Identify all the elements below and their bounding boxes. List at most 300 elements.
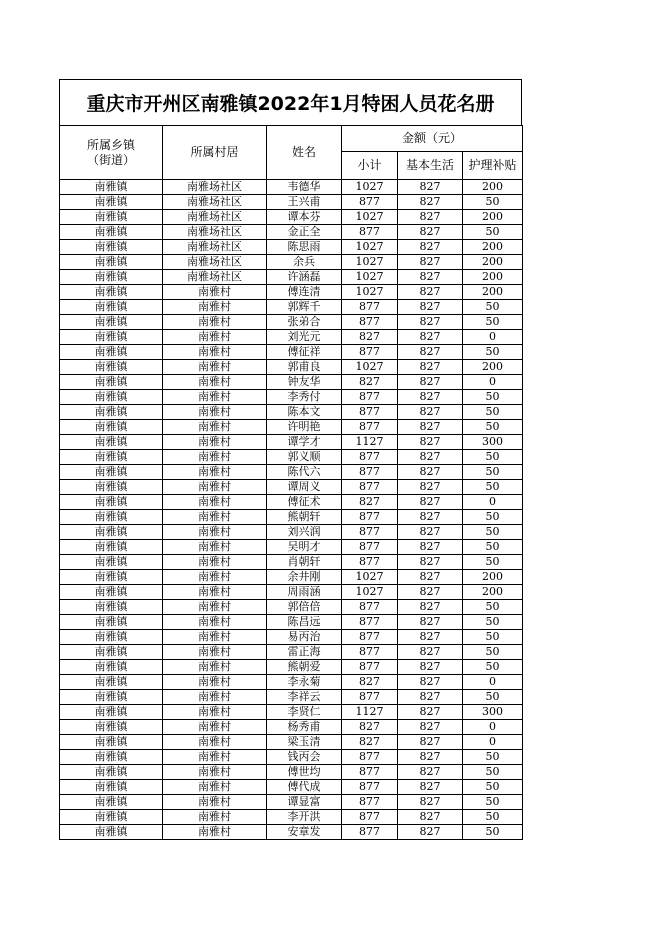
cell-village: 南雅村 (163, 390, 267, 405)
cell-name: 李永菊 (267, 675, 342, 690)
cell-basic: 827 (398, 195, 463, 210)
cell-township: 南雅镇 (60, 210, 163, 225)
cell-care: 50 (463, 405, 523, 420)
cell-care: 50 (463, 630, 523, 645)
table-row (60, 210, 523, 225)
cell-township: 南雅镇 (60, 255, 163, 270)
cell-care: 200 (463, 585, 523, 600)
cell-name: 易丙治 (267, 630, 342, 645)
cell-basic: 827 (398, 540, 463, 555)
cell-subtotal: 877 (342, 510, 398, 525)
cell-basic: 827 (398, 675, 463, 690)
cell-name: 刘光元 (267, 330, 342, 345)
cell-subtotal: 877 (342, 345, 398, 360)
cell-village: 南雅村 (163, 780, 267, 795)
table-row (60, 705, 523, 720)
table-row (60, 390, 523, 405)
cell-basic: 827 (398, 795, 463, 810)
cell-subtotal: 827 (342, 675, 398, 690)
table-row (60, 375, 523, 390)
table-row (60, 810, 523, 825)
cell-subtotal: 877 (342, 555, 398, 570)
table-row (60, 420, 523, 435)
table-row (60, 435, 523, 450)
cell-basic: 827 (398, 255, 463, 270)
cell-township: 南雅镇 (60, 450, 163, 465)
table-row (60, 450, 523, 465)
cell-township: 南雅镇 (60, 390, 163, 405)
cell-basic: 827 (398, 780, 463, 795)
cell-subtotal: 877 (342, 765, 398, 780)
cell-village: 南雅村 (163, 810, 267, 825)
cell-subtotal: 877 (342, 690, 398, 705)
cell-subtotal: 1027 (342, 255, 398, 270)
header-village: 所属村居 (163, 126, 267, 180)
cell-name: 许明艳 (267, 420, 342, 435)
cell-village: 南雅村 (163, 360, 267, 375)
table-row (60, 195, 523, 210)
cell-township: 南雅镇 (60, 240, 163, 255)
cell-name: 郭倍倍 (267, 600, 342, 615)
cell-care: 50 (463, 315, 523, 330)
cell-name: 李秀付 (267, 390, 342, 405)
cell-subtotal: 1127 (342, 705, 398, 720)
cell-subtotal: 1027 (342, 240, 398, 255)
table-row (60, 330, 523, 345)
cell-subtotal: 877 (342, 315, 398, 330)
cell-name: 王兴甫 (267, 195, 342, 210)
cell-name: 余兵 (267, 255, 342, 270)
cell-township: 南雅镇 (60, 270, 163, 285)
cell-subtotal: 827 (342, 720, 398, 735)
cell-care: 50 (463, 810, 523, 825)
table-row (60, 630, 523, 645)
cell-village: 南雅场社区 (163, 180, 267, 195)
cell-basic: 827 (398, 330, 463, 345)
table-row (60, 600, 523, 615)
cell-basic: 827 (398, 750, 463, 765)
cell-care: 50 (463, 465, 523, 480)
cell-subtotal: 877 (342, 615, 398, 630)
cell-basic: 827 (398, 495, 463, 510)
cell-care: 50 (463, 780, 523, 795)
cell-township: 南雅镇 (60, 765, 163, 780)
cell-township: 南雅镇 (60, 810, 163, 825)
table-row (60, 555, 523, 570)
cell-care: 50 (463, 645, 523, 660)
cell-township: 南雅镇 (60, 555, 163, 570)
table-row (60, 780, 523, 795)
cell-basic: 827 (398, 810, 463, 825)
cell-township: 南雅镇 (60, 480, 163, 495)
cell-basic: 827 (398, 690, 463, 705)
cell-basic: 827 (398, 660, 463, 675)
cell-basic: 827 (398, 240, 463, 255)
cell-basic: 827 (398, 600, 463, 615)
table-row (60, 750, 523, 765)
cell-township: 南雅镇 (60, 285, 163, 300)
table-row (60, 345, 523, 360)
cell-subtotal: 1027 (342, 360, 398, 375)
cell-care: 50 (463, 300, 523, 315)
cell-subtotal: 827 (342, 735, 398, 750)
cell-name: 陈昌远 (267, 615, 342, 630)
cell-subtotal: 877 (342, 300, 398, 315)
header-care: 护理补贴 (463, 152, 523, 180)
table-row (60, 225, 523, 240)
roster-table (59, 125, 523, 840)
cell-care: 50 (463, 450, 523, 465)
cell-name: 肖朝轩 (267, 555, 342, 570)
cell-name: 安章发 (267, 825, 342, 840)
cell-subtotal: 1027 (342, 570, 398, 585)
cell-township: 南雅镇 (60, 195, 163, 210)
cell-name: 周雨涵 (267, 585, 342, 600)
table-row (60, 510, 523, 525)
cell-care: 200 (463, 360, 523, 375)
cell-care: 50 (463, 225, 523, 240)
cell-basic: 827 (398, 735, 463, 750)
table-row (60, 585, 523, 600)
cell-name: 李祥云 (267, 690, 342, 705)
table-row (60, 315, 523, 330)
cell-village: 南雅村 (163, 570, 267, 585)
cell-name: 雷正海 (267, 645, 342, 660)
table-row (60, 720, 523, 735)
table-row (60, 405, 523, 420)
cell-basic: 827 (398, 360, 463, 375)
cell-care: 50 (463, 600, 523, 615)
cell-village: 南雅村 (163, 525, 267, 540)
cell-township: 南雅镇 (60, 735, 163, 750)
cell-subtotal: 877 (342, 390, 398, 405)
cell-township: 南雅镇 (60, 660, 163, 675)
cell-village: 南雅村 (163, 630, 267, 645)
cell-village: 南雅村 (163, 750, 267, 765)
cell-township: 南雅镇 (60, 435, 163, 450)
cell-township: 南雅镇 (60, 465, 163, 480)
cell-village: 南雅村 (163, 675, 267, 690)
cell-township: 南雅镇 (60, 780, 163, 795)
cell-village: 南雅村 (163, 300, 267, 315)
cell-township: 南雅镇 (60, 825, 163, 840)
table-row (60, 465, 523, 480)
table-row (60, 240, 523, 255)
cell-subtotal: 877 (342, 225, 398, 240)
cell-village: 南雅村 (163, 690, 267, 705)
cell-care: 0 (463, 375, 523, 390)
header-basic: 基本生活 (398, 152, 463, 180)
table-row (60, 615, 523, 630)
cell-basic: 827 (398, 315, 463, 330)
cell-village: 南雅村 (163, 420, 267, 435)
cell-village: 南雅场社区 (163, 195, 267, 210)
table-row (60, 660, 523, 675)
cell-basic: 827 (398, 555, 463, 570)
cell-care: 0 (463, 675, 523, 690)
cell-village: 南雅村 (163, 405, 267, 420)
cell-village: 南雅村 (163, 720, 267, 735)
cell-subtotal: 877 (342, 195, 398, 210)
cell-village: 南雅村 (163, 495, 267, 510)
cell-name: 谭周义 (267, 480, 342, 495)
cell-basic: 827 (398, 765, 463, 780)
cell-basic: 827 (398, 570, 463, 585)
cell-township: 南雅镇 (60, 750, 163, 765)
cell-care: 50 (463, 510, 523, 525)
cell-care: 200 (463, 255, 523, 270)
cell-subtotal: 877 (342, 480, 398, 495)
table-row (60, 540, 523, 555)
cell-village: 南雅村 (163, 660, 267, 675)
cell-basic: 827 (398, 270, 463, 285)
table-row (60, 480, 523, 495)
cell-village: 南雅村 (163, 555, 267, 570)
table-row (60, 795, 523, 810)
cell-village: 南雅村 (163, 345, 267, 360)
cell-basic: 827 (398, 615, 463, 630)
cell-subtotal: 1127 (342, 435, 398, 450)
cell-basic: 827 (398, 180, 463, 195)
cell-name: 傅代成 (267, 780, 342, 795)
cell-village: 南雅村 (163, 330, 267, 345)
cell-care: 200 (463, 240, 523, 255)
cell-name: 熊朝轩 (267, 510, 342, 525)
cell-care: 0 (463, 720, 523, 735)
cell-village: 南雅村 (163, 705, 267, 720)
cell-village: 南雅场社区 (163, 255, 267, 270)
cell-township: 南雅镇 (60, 330, 163, 345)
cell-basic: 827 (398, 465, 463, 480)
table-row (60, 735, 523, 750)
cell-name: 杨秀甫 (267, 720, 342, 735)
cell-village: 南雅村 (163, 435, 267, 450)
cell-township: 南雅镇 (60, 495, 163, 510)
cell-care: 50 (463, 690, 523, 705)
cell-basic: 827 (398, 630, 463, 645)
cell-basic: 827 (398, 525, 463, 540)
cell-basic: 827 (398, 825, 463, 840)
cell-name: 金正全 (267, 225, 342, 240)
header-township-line1: 所属乡镇 (86, 137, 135, 152)
cell-name: 谭显富 (267, 795, 342, 810)
cell-village: 南雅村 (163, 585, 267, 600)
cell-care: 200 (463, 285, 523, 300)
cell-name: 钟友华 (267, 375, 342, 390)
cell-care: 50 (463, 390, 523, 405)
cell-name: 梁玉清 (267, 735, 342, 750)
cell-township: 南雅镇 (60, 645, 163, 660)
cell-care: 50 (463, 555, 523, 570)
cell-subtotal: 877 (342, 825, 398, 840)
cell-township: 南雅镇 (60, 720, 163, 735)
cell-township: 南雅镇 (60, 675, 163, 690)
cell-subtotal: 877 (342, 525, 398, 540)
cell-name: 韦德华 (267, 180, 342, 195)
table-row (60, 180, 523, 195)
cell-name: 陈本文 (267, 405, 342, 420)
cell-township: 南雅镇 (60, 630, 163, 645)
cell-subtotal: 877 (342, 540, 398, 555)
cell-care: 50 (463, 825, 523, 840)
table-row (60, 825, 523, 840)
cell-subtotal: 877 (342, 645, 398, 660)
cell-basic: 827 (398, 705, 463, 720)
cell-township: 南雅镇 (60, 600, 163, 615)
cell-village: 南雅村 (163, 615, 267, 630)
cell-care: 50 (463, 480, 523, 495)
cell-township: 南雅镇 (60, 795, 163, 810)
cell-care: 0 (463, 495, 523, 510)
header-name: 姓名 (267, 126, 342, 180)
cell-care: 200 (463, 210, 523, 225)
cell-basic: 827 (398, 345, 463, 360)
cell-subtotal: 1027 (342, 210, 398, 225)
cell-township: 南雅镇 (60, 525, 163, 540)
cell-basic: 827 (398, 720, 463, 735)
cell-basic: 827 (398, 225, 463, 240)
cell-village: 南雅村 (163, 510, 267, 525)
cell-village: 南雅村 (163, 450, 267, 465)
header-amount: 金额（元） (342, 126, 523, 152)
cell-care: 50 (463, 660, 523, 675)
cell-village: 南雅场社区 (163, 225, 267, 240)
cell-care: 200 (463, 570, 523, 585)
cell-township: 南雅镇 (60, 420, 163, 435)
cell-name: 余井刚 (267, 570, 342, 585)
cell-basic: 827 (398, 585, 463, 600)
cell-township: 南雅镇 (60, 315, 163, 330)
cell-basic: 827 (398, 210, 463, 225)
cell-subtotal: 877 (342, 795, 398, 810)
cell-subtotal: 1027 (342, 270, 398, 285)
cell-name: 陈代六 (267, 465, 342, 480)
cell-township: 南雅镇 (60, 690, 163, 705)
cell-basic: 827 (398, 405, 463, 420)
header-township-line2: （街道） (86, 152, 135, 167)
cell-basic: 827 (398, 375, 463, 390)
cell-name: 傅世均 (267, 765, 342, 780)
cell-name: 谭本芬 (267, 210, 342, 225)
cell-subtotal: 877 (342, 465, 398, 480)
cell-township: 南雅镇 (60, 405, 163, 420)
cell-village: 南雅场社区 (163, 210, 267, 225)
cell-village: 南雅场社区 (163, 270, 267, 285)
cell-care: 200 (463, 270, 523, 285)
cell-basic: 827 (398, 390, 463, 405)
cell-subtotal: 877 (342, 780, 398, 795)
cell-care: 50 (463, 750, 523, 765)
cell-township: 南雅镇 (60, 180, 163, 195)
cell-basic: 827 (398, 435, 463, 450)
cell-name: 傅连清 (267, 285, 342, 300)
table-row (60, 285, 523, 300)
table-row (60, 495, 523, 510)
table-row (60, 360, 523, 375)
cell-care: 50 (463, 345, 523, 360)
cell-name: 陈思雨 (267, 240, 342, 255)
cell-care: 50 (463, 540, 523, 555)
sheet-title: 重庆市开州区南雅镇2022年1月特困人员花名册 (59, 79, 522, 125)
cell-name: 傅征术 (267, 495, 342, 510)
cell-village: 南雅场社区 (163, 240, 267, 255)
cell-township: 南雅镇 (60, 705, 163, 720)
table-row (60, 765, 523, 780)
cell-care: 200 (463, 180, 523, 195)
cell-name: 傅征祥 (267, 345, 342, 360)
header-township (60, 126, 163, 180)
cell-village: 南雅村 (163, 825, 267, 840)
roster-sheet (59, 79, 522, 840)
table-row (60, 525, 523, 540)
table-row (60, 690, 523, 705)
cell-village: 南雅村 (163, 465, 267, 480)
cell-subtotal: 877 (342, 405, 398, 420)
cell-subtotal: 1027 (342, 180, 398, 195)
cell-subtotal: 877 (342, 660, 398, 675)
cell-subtotal: 1027 (342, 285, 398, 300)
cell-basic: 827 (398, 420, 463, 435)
cell-name: 郭义顺 (267, 450, 342, 465)
cell-subtotal: 1027 (342, 585, 398, 600)
cell-care: 50 (463, 765, 523, 780)
cell-township: 南雅镇 (60, 510, 163, 525)
cell-name: 钱丙会 (267, 750, 342, 765)
cell-name: 郭辉千 (267, 300, 342, 315)
table-row (60, 255, 523, 270)
cell-subtotal: 877 (342, 420, 398, 435)
table-row (60, 645, 523, 660)
cell-basic: 827 (398, 645, 463, 660)
cell-care: 50 (463, 195, 523, 210)
cell-name: 许涵磊 (267, 270, 342, 285)
cell-name: 李贤仁 (267, 705, 342, 720)
table-row (60, 270, 523, 285)
cell-name: 谭学才 (267, 435, 342, 450)
cell-care: 0 (463, 735, 523, 750)
header-subtotal: 小计 (342, 152, 398, 180)
cell-township: 南雅镇 (60, 360, 163, 375)
cell-subtotal: 877 (342, 750, 398, 765)
cell-basic: 827 (398, 450, 463, 465)
cell-name: 熊朝爱 (267, 660, 342, 675)
table-header (60, 126, 523, 180)
cell-basic: 827 (398, 285, 463, 300)
cell-care: 50 (463, 615, 523, 630)
cell-care: 50 (463, 525, 523, 540)
table-body (60, 180, 523, 840)
cell-township: 南雅镇 (60, 300, 163, 315)
cell-village: 南雅村 (163, 600, 267, 615)
cell-village: 南雅村 (163, 735, 267, 750)
cell-subtotal: 827 (342, 495, 398, 510)
cell-subtotal: 877 (342, 600, 398, 615)
cell-care: 300 (463, 705, 523, 720)
cell-subtotal: 877 (342, 630, 398, 645)
table-row (60, 675, 523, 690)
cell-village: 南雅村 (163, 315, 267, 330)
cell-care: 0 (463, 330, 523, 345)
cell-basic: 827 (398, 510, 463, 525)
table-row (60, 570, 523, 585)
cell-subtotal: 827 (342, 330, 398, 345)
cell-name: 张弟合 (267, 315, 342, 330)
cell-name: 吴明才 (267, 540, 342, 555)
cell-township: 南雅镇 (60, 345, 163, 360)
cell-subtotal: 877 (342, 450, 398, 465)
cell-township: 南雅镇 (60, 615, 163, 630)
cell-township: 南雅镇 (60, 225, 163, 240)
